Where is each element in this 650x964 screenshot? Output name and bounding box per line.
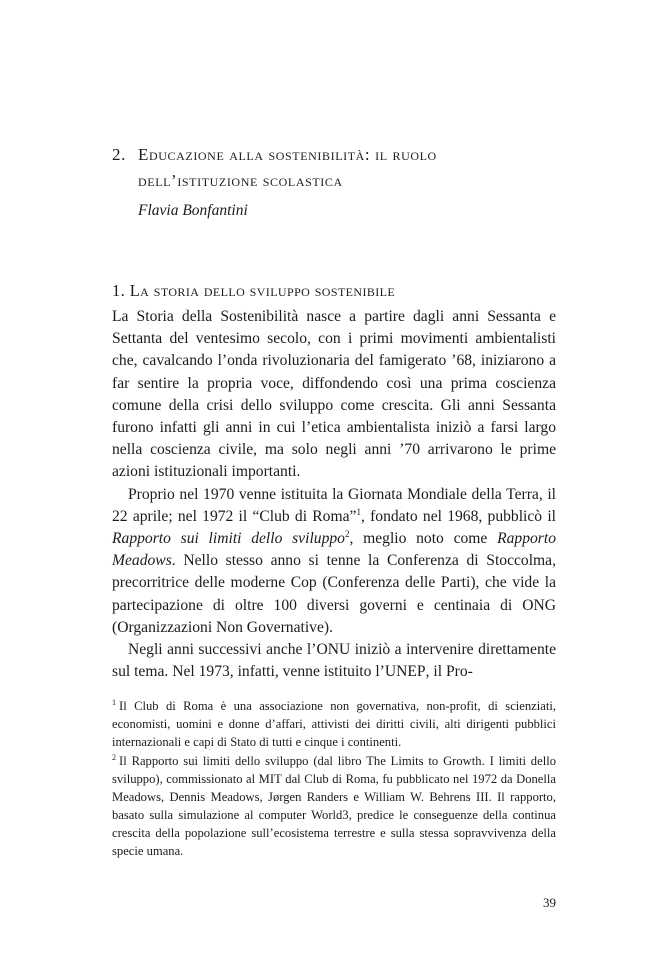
rapporto-title-italic: Rapporto sui limiti dello sviluppo <box>112 530 345 548</box>
chapter-title <box>112 142 552 194</box>
footnote-1 <box>112 697 556 751</box>
paragraph-3-text-a: Negli anni successivi anche l’ <box>128 641 317 659</box>
paragraph-3-text-c: , il Pro- <box>425 663 473 681</box>
footnote-1-mark: 1 <box>112 697 116 707</box>
paragraph-2-text-d: . Nello stesso anno si tenne la Conferenza di Stoccolma, precorritrice delle moderne Cop (Conferenza delle Parti), che vide la partecipazione di oltre 100 diversi governi e centinaia di <box>112 552 556 614</box>
chapter-author: Flavia Bonfantini <box>138 202 248 219</box>
paragraph-2 <box>112 484 556 639</box>
footnote-ref-1[interactable]: 1 <box>356 506 361 517</box>
footnote-2 <box>112 752 556 860</box>
paragraph-2-text-e: (Organizzazioni Non Governative). <box>112 618 333 636</box>
chapter-title-text: Educazione alla sostenibilità: il ruolo dell’istituzione scolastica <box>138 145 437 190</box>
mit-acronym: MIT <box>258 772 282 786</box>
chapter-number: 2. <box>112 145 126 164</box>
rapporto-meadows-italic: Rapporto Meadows <box>112 530 556 570</box>
paragraph-1: La Storia della Sostenibilità nasce a partire dagli anni Sessanta e Settanta del ventesimo secolo, con i primi movimenti ambientalisti che, cavalcando l’onda rivoluzionaria del famigerato ’68, iniziarono a far sentire la propria voce, diffondendo così una prima coscienza comune della crisi dello sviluppo come crescita. Gli anni Sessanta furono infatti gli anni in cui l’etica ambientalista iniziò a farsi largo nella coscienza civile, ma solo negli anni ’70 arrivarono le prime azioni istituzionali importanti. <box>112 308 556 481</box>
ong-acronym: ONG <box>522 596 556 614</box>
page-number: 39 <box>543 895 556 910</box>
paragraph-3 <box>112 639 556 683</box>
onu-acronym: ONU <box>316 641 351 659</box>
section-heading: 1. La storia dello sviluppo sostenibile <box>112 281 396 300</box>
chapter-header <box>112 142 552 220</box>
paragraph-2-text-a: Proprio nel 1970 venne istituita la Giornata Mondiale della Terra, il 22 aprile; nel 1972 il “Club di Roma” <box>112 485 556 525</box>
footnote-2-text-a: Il Rapporto sui limiti dello sviluppo (dal libro The Limits to Growth. I limiti dello sviluppo), commissionato al <box>112 754 556 786</box>
footnote-2-text-b: dal Club di Roma, fu pubblicato nel 1972 da Donella Meadows, Dennis Meadows, Jørgen Randers e William W. Behrens III. Il rapporto, basato sulla simulazione al computer World3, predice le conseguenze della continua crescita della popolazione sull’ecosistema terrestre e sulla stessa sopravvivenza della specie umana. <box>112 772 556 858</box>
footnotes <box>112 697 556 861</box>
footnote-ref-2[interactable]: 2 <box>344 528 350 539</box>
unep-acronym: UNEP <box>384 663 426 681</box>
paragraph-2-text-b: , fondato nel 1968, pubblicò il <box>360 507 556 525</box>
footnote-2-mark: 2 <box>112 752 116 762</box>
paragraph-3-text-b: iniziò a intervenire direttamente sul tema. Nel 1973, infatti, venne istituito l’ <box>112 641 556 681</box>
paragraph-2-text-c: , meglio noto come <box>349 530 498 548</box>
footnote-1-text: Il Club di Roma è una associazione non governativa, non-profit, di scienziati, economisti, uomini e donne d’affari, attivisti dei diritti civili, alti dirigenti pubblici internazionali e capi di Stato di tutti e cinque i continenti. <box>112 699 556 749</box>
body-text <box>112 306 556 683</box>
